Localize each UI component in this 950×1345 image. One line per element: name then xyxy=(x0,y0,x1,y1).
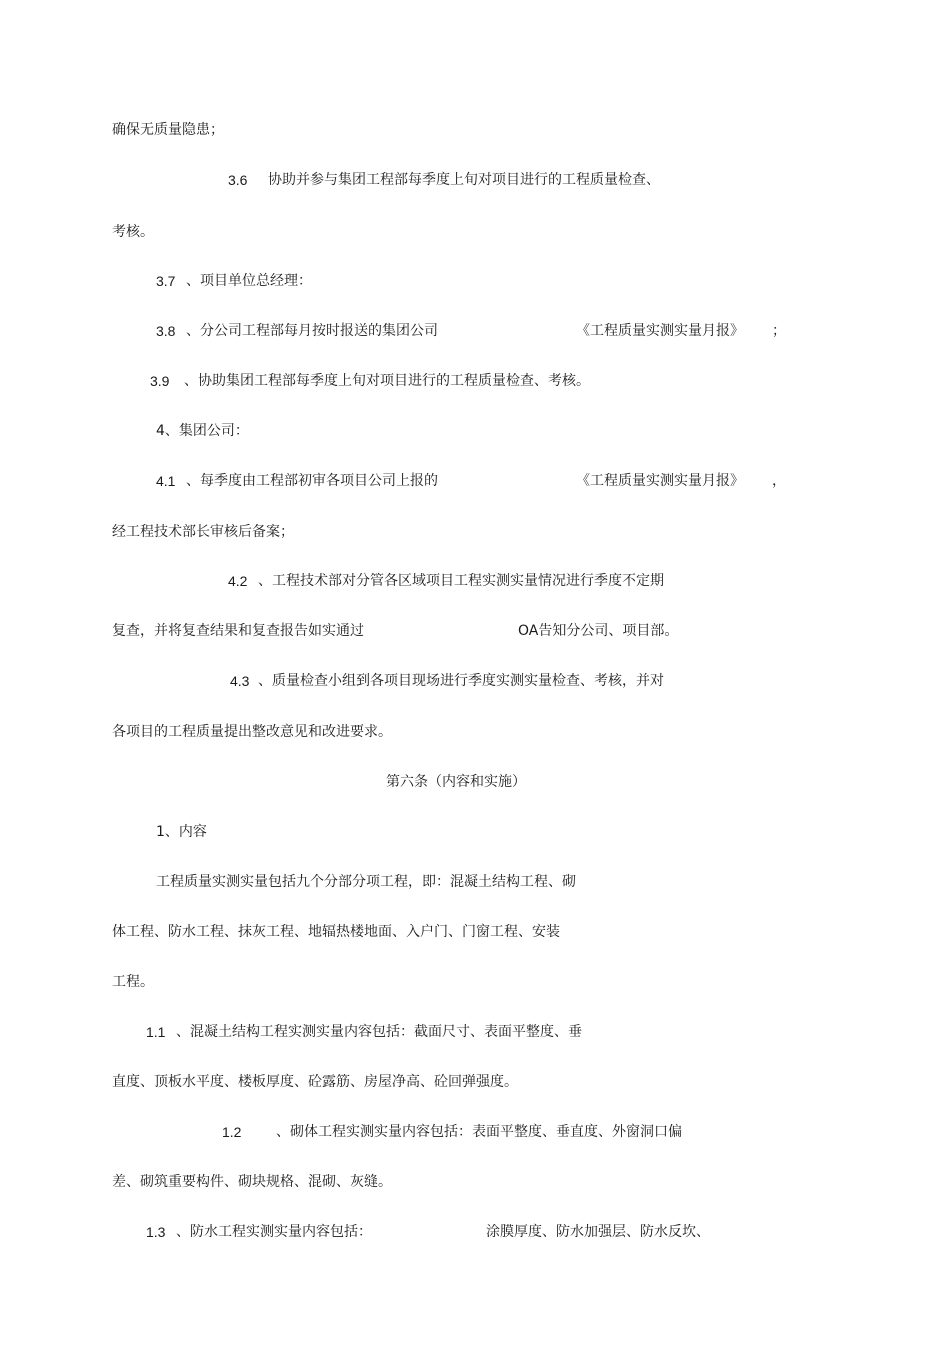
document-title-quote: 《工程质量实测实量月报》 xyxy=(576,473,744,489)
line-text: 经工程技术部长审核后备案； xyxy=(112,524,294,540)
line-text: 各项目的工程质量提出整改意见和改进要求。 xyxy=(112,724,392,740)
line-text: 、砌体工程实测实量内容包括：表面平整度、垂直度、外窗洞口偏 xyxy=(276,1124,682,1140)
line-text: 、协助集团工程部每季度上旬对项目进行的工程质量检查、考核。 xyxy=(184,373,590,389)
line-punctuation: ； xyxy=(772,323,786,339)
line-punctuation: ， xyxy=(772,473,786,489)
line-text: 考核。 xyxy=(112,224,154,240)
text-line xyxy=(228,170,728,190)
document-title-quote: 《工程质量实测实量月报》 xyxy=(576,323,744,339)
line-text: 复查，并将复查结果和复查报告如实通过 xyxy=(112,623,364,639)
line-text: 工程质量实测实量包括九个分部分项工程，即：混凝土结构工程、砌 xyxy=(156,874,576,890)
clause-number: 3.8 xyxy=(156,323,176,339)
clause-number: 1.2 xyxy=(222,1124,242,1140)
text-line xyxy=(146,1022,606,1042)
text-line xyxy=(112,222,154,242)
text-line xyxy=(230,671,710,691)
text-line xyxy=(228,571,708,591)
clause-number: 4.3 xyxy=(230,673,250,689)
clause-number: 3.6 xyxy=(228,172,248,188)
text-line xyxy=(156,822,207,842)
clause-number: 1.1 xyxy=(146,1024,166,1040)
line-text: 直度、顶板水平度、楼板厚度、砼露筋、房屋净高、砼回弹强度。 xyxy=(112,1074,518,1090)
clause-number: 1.3 xyxy=(146,1224,166,1240)
text-line xyxy=(156,471,796,491)
clause-number: 4.1 xyxy=(156,473,176,489)
text-line xyxy=(112,120,224,140)
text-line xyxy=(156,872,576,892)
text-line xyxy=(112,922,560,942)
line-text: 1、内容 xyxy=(156,824,207,840)
line-text: 、工程技术部对分管各区域项目工程实测实量情况进行季度不定期 xyxy=(258,573,664,589)
text-line xyxy=(156,421,249,441)
clause-number: 3.7 xyxy=(156,273,176,289)
line-text: 体工程、防水工程、抹灰工程、地辐热楼地面、入户门、门窗工程、安装 xyxy=(112,924,560,940)
text-line xyxy=(156,321,796,341)
line-text: 协助并参与集团工程部每季度上旬对项目进行的工程质量检查、 xyxy=(268,172,660,188)
text-line xyxy=(112,1172,392,1192)
line-text: 差、砌筑重要构件、砌块规格、混砌、灰缝。 xyxy=(112,1174,392,1190)
text-line xyxy=(112,722,392,742)
clause-number: 4.2 xyxy=(228,573,248,589)
text-line xyxy=(150,371,650,391)
text-line xyxy=(112,1072,518,1092)
line-text: 工程。 xyxy=(112,974,154,990)
section-heading-text: 第六条（内容和实施） xyxy=(386,774,526,790)
text-line xyxy=(146,1222,726,1242)
text-line xyxy=(222,1122,702,1142)
line-text: 4、集团公司： xyxy=(156,423,249,439)
clause-number: 3.9 xyxy=(150,373,170,389)
text-line xyxy=(112,621,712,641)
text-line xyxy=(112,972,154,992)
text-line xyxy=(112,522,294,542)
line-text: 、分公司工程部每月按时报送的集团公司 xyxy=(186,323,438,339)
line-text-continued: 涂膜厚度、防水加强层、防水反坎、 xyxy=(486,1224,710,1240)
line-text-continued: OA告知分公司、项目部。 xyxy=(518,623,679,639)
section-heading xyxy=(386,772,526,792)
line-text: 、项目单位总经理： xyxy=(186,273,312,289)
line-text: 、防水工程实测实量内容包括： xyxy=(176,1224,372,1240)
line-text: 确保无质量隐患； xyxy=(112,122,224,138)
line-text: 、每季度由工程部初审各项目公司上报的 xyxy=(186,473,438,489)
line-text: 、混凝土结构工程实测实量内容包括：截面尺寸、表面平整度、垂 xyxy=(176,1024,582,1040)
line-text: 、质量检查小组到各项目现场进行季度实测实量检查、考核，并对 xyxy=(258,673,664,689)
text-line xyxy=(156,271,456,291)
